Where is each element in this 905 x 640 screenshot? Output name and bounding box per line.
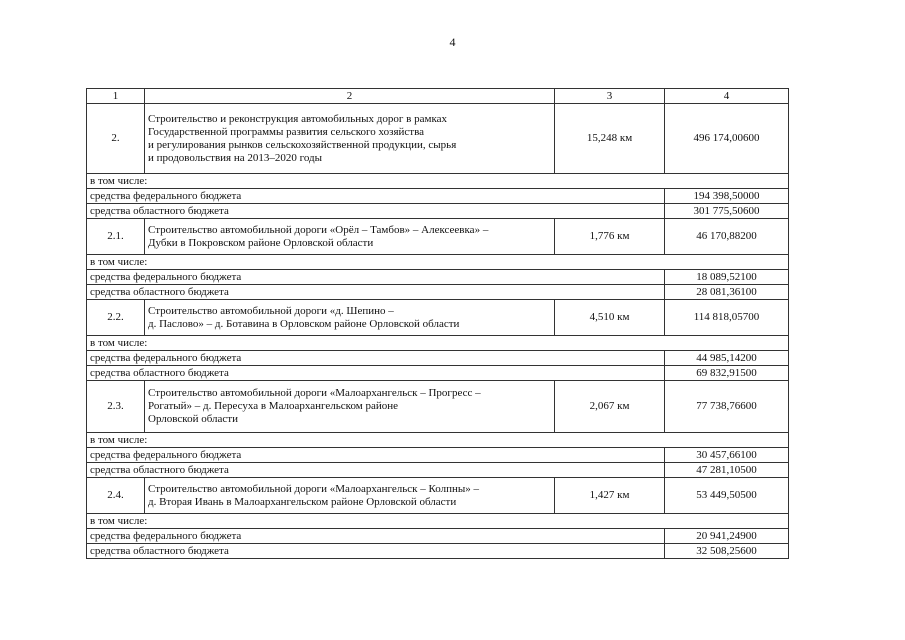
regional-budget-value: 32 508,25600 [665,544,789,559]
item-total: 77 738,76600 [665,381,789,433]
federal-budget-label: средства федерального бюджета [87,448,665,463]
including-row [87,174,789,189]
item-name-line: и регулирования рынков сельскохозяйственной продукции, сырья [148,138,457,151]
roads-table [86,88,789,559]
including-label: в том числе: [87,433,789,448]
item-total: 496 174,00600 [665,104,789,174]
table-row [87,478,789,514]
item-length: 15,248 км [555,104,665,174]
item-length: 1,427 км [555,478,665,514]
federal-budget-row [87,270,789,285]
item-length: 1,776 км [555,219,665,255]
item-name-line: д. Вторая Ивань в Малоархангельском районе Орловской области [148,495,457,508]
regional-budget-value: 28 081,36100 [665,285,789,300]
regional-budget-row [87,544,789,559]
federal-budget-row [87,529,789,544]
federal-budget-label: средства федерального бюджета [87,270,665,285]
item-name [145,300,555,336]
regional-budget-label: средства областного бюджета [87,204,665,219]
regional-budget-value: 69 832,91500 [665,366,789,381]
federal-budget-value: 20 941,24900 [665,529,789,544]
table-row [87,300,789,336]
table-row [87,381,789,433]
including-row [87,255,789,270]
item-name [145,104,555,174]
item-total: 53 449,50500 [665,478,789,514]
header-cell: 4 [665,89,789,104]
item-name-line: Строительство автомобильной дороги «Малоархангельск – Колпны» – [148,482,480,495]
federal-budget-value: 44 985,14200 [665,351,789,366]
item-name [145,478,555,514]
including-label: в том числе: [87,336,789,351]
item-number: 2.3. [87,381,145,433]
regional-budget-row [87,285,789,300]
federal-budget-value: 194 398,50000 [665,189,789,204]
item-name-line: Рогатый» – д. Пересуха в Малоархангельском районе [148,400,399,412]
including-label: в том числе: [87,255,789,270]
item-name-line: Дубки в Покровском районе Орловской области [148,236,374,249]
regional-budget-value: 47 281,10500 [665,463,789,478]
regional-budget-label: средства областного бюджета [87,285,665,300]
federal-budget-label: средства федерального бюджета [87,351,665,366]
header-cell: 2 [145,89,555,104]
federal-budget-label: средства федерального бюджета [87,529,665,544]
table-row [87,219,789,255]
item-length: 2,067 км [555,381,665,433]
regional-budget-row [87,366,789,381]
item-name-line: Строительство автомобильной дороги «Орёл – Тамбов» – Алексеевка» – [148,223,489,236]
including-row [87,336,789,351]
regional-budget-row [87,463,789,478]
federal-budget-value: 30 457,66100 [665,448,789,463]
table-header-row [87,89,789,104]
header-cell: 3 [555,89,665,104]
federal-budget-label: средства федерального бюджета [87,189,665,204]
item-number: 2.2. [87,300,145,336]
table-row [87,104,789,174]
federal-budget-row [87,351,789,366]
item-total: 46 170,88200 [665,219,789,255]
including-row [87,433,789,448]
item-name-line: Государственной программы развития сельского хозяйства [148,125,425,138]
including-label: в том числе: [87,174,789,189]
item-name-line: и продовольствия на 2013–2020 годы [148,151,323,164]
item-total: 114 818,05700 [665,300,789,336]
regional-budget-row [87,204,789,219]
federal-budget-row [87,448,789,463]
regional-budget-label: средства областного бюджета [87,463,665,478]
header-cell: 1 [87,89,145,104]
page-number: 4 [449,35,456,49]
item-name-line: д. Паслово» – д. Ботавина в Орловском районе Орловской области [148,317,460,330]
regional-budget-label: средства областного бюджета [87,544,665,559]
regional-budget-label: средства областного бюджета [87,366,665,381]
item-name [145,219,555,255]
item-name-line: Строительство автомобильной дороги «д. Шепино – [148,304,394,317]
including-row [87,514,789,529]
item-name-line: Строительство автомобильной дороги «Малоархангельск – Прогресс – [148,387,481,399]
item-length: 4,510 км [555,300,665,336]
item-name-line: Строительство и реконструкция автомобильных дорог в рамках [148,112,448,125]
item-name-line: Орловской области [148,413,238,425]
federal-budget-value: 18 089,52100 [665,270,789,285]
item-number: 2.4. [87,478,145,514]
item-number: 2.1. [87,219,145,255]
item-name [145,381,555,433]
regional-budget-value: 301 775,50600 [665,204,789,219]
item-number: 2. [87,104,145,174]
federal-budget-row [87,189,789,204]
including-label: в том числе: [87,514,789,529]
